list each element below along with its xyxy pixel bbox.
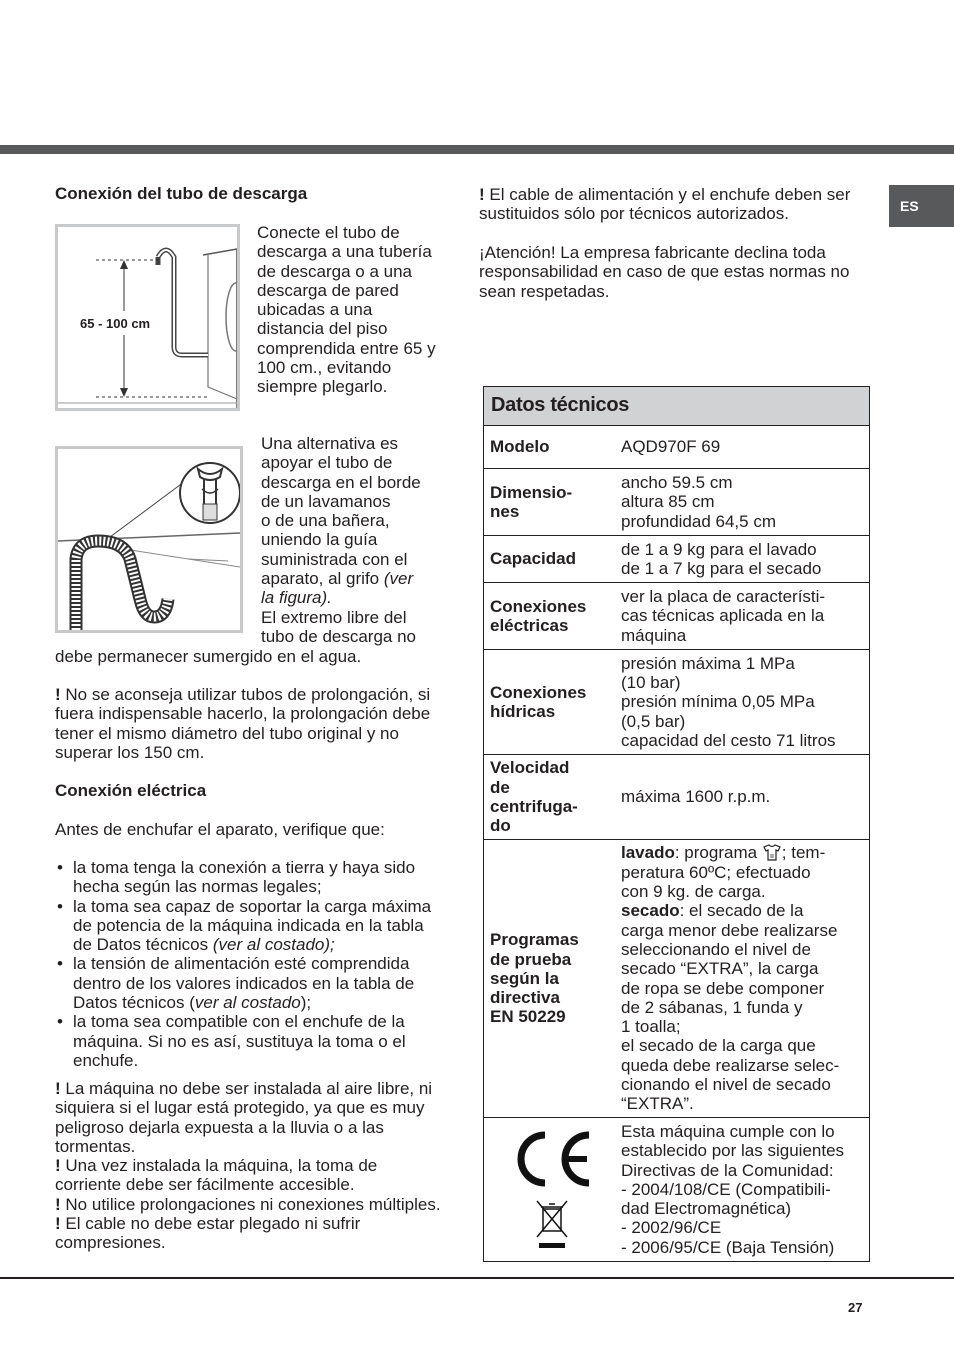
value-line: ancho 59.5 cm: [621, 473, 733, 493]
value-line: cas técnicas aplicada en la: [621, 606, 825, 626]
value-line: “EXTRA”.: [621, 1094, 694, 1114]
value-line: de ropa se debe componer: [621, 978, 825, 998]
value-line: seleccionando el nivel de: [621, 939, 811, 959]
list-item: • la toma sea compatible con el enchufe de la máquina. Si no es así, sustituya la toma o el enchufe.: [55, 1012, 447, 1070]
value-line: el secado de la carga que: [621, 1036, 816, 1056]
text-line: El extremo libre del: [261, 607, 407, 627]
value-line: Directivas de la Comunidad:: [621, 1160, 834, 1180]
table-row: [484, 755, 870, 840]
drain-paragraph-2: [261, 434, 461, 646]
footer-rule: [0, 1277, 954, 1279]
drain-paragraph-3: debe permanecer sumergido en el agua.: [55, 647, 362, 666]
label-line: eléctricas: [490, 616, 569, 635]
label-line: directiva: [490, 988, 560, 1008]
value-line: [621, 843, 863, 862]
technical-data-table: [483, 386, 870, 1262]
row-value: [617, 469, 870, 536]
row-value: [617, 1118, 870, 1262]
warning-mark: !: [55, 1214, 61, 1234]
value-line: de 1 a 7 kg para el secado: [621, 559, 822, 578]
value-line: de 2 sábanas, 1 funda y: [621, 997, 803, 1017]
row-label: [484, 469, 618, 536]
label-line: centrifuga-: [490, 797, 578, 816]
table-row: [484, 1118, 870, 1262]
text-line: Una alternativa es: [261, 434, 399, 453]
table-row: [484, 840, 870, 1118]
row-label: [484, 840, 618, 1118]
label-line: Conexiones: [490, 682, 587, 702]
drain-paragraph-1: Conecte el tubo de descarga a una tubería de descarga o a una descarga de pared ubicadas a una distancia del piso comprendida entre 65 y 100 cm., evitando siempre plegarlo.: [257, 223, 436, 397]
weee-bin-icon: [537, 1201, 567, 1248]
table-row: [484, 536, 870, 583]
row-label: [484, 755, 618, 840]
table-row: [484, 426, 870, 469]
basin-hose-illustration: [58, 449, 240, 630]
value-line: - 2004/108/CE (Compatibili-: [621, 1179, 831, 1199]
text-line: de un lavamanos: [261, 491, 391, 511]
label-line: de: [490, 777, 510, 797]
row-label: [484, 650, 618, 755]
italic-span: (ver al costado);: [212, 935, 335, 955]
warning-text: No se aconseja utilizar tubos de prolongación, si fuera indispensable hacerlo, la prolongación debe tener el mismo diámetro del tubo original y no superar los 150 cm.: [55, 685, 431, 762]
text-span: : el secado de la: [679, 901, 804, 921]
row-value: [617, 583, 870, 650]
figure-drain-basin: [55, 446, 243, 633]
warning-mark: !: [479, 185, 485, 204]
warning-mark: !: [55, 1194, 61, 1214]
row-label: Capacidad: [484, 536, 618, 583]
value-line: dad Electromagnética): [621, 1199, 792, 1219]
row-label: Modelo: [484, 426, 618, 469]
value-line: queda debe realizarse selec-: [621, 1055, 840, 1075]
warning-1: [55, 1079, 447, 1156]
drain-heading: Conexión del tubo de descarga: [55, 184, 308, 203]
bold-span: lavado: [621, 843, 675, 863]
warning-text: El cable de alimentación y el enchufe deben ser sustituidos sólo por técnicos autorizados.: [479, 185, 851, 224]
value-line: profundidad 64,5 cm: [621, 511, 776, 531]
ce-mark-cell: [484, 1118, 618, 1262]
label-line: de prueba: [490, 949, 572, 969]
value-line: capacidad del cesto 71 litros: [621, 730, 836, 750]
row-value: máxima 1600 r.p.m.: [617, 755, 870, 840]
height-label: 65 - 100 cm: [80, 316, 151, 331]
italic-span: ver al costado: [194, 993, 301, 1013]
text-span: la toma sea capaz de soportar la carga máxima de potencia de la máquina indicada en la tabla de Datos técnicos: [73, 896, 432, 955]
value-line: ver la placa de característi-: [621, 587, 826, 607]
table-title: Datos técnicos: [484, 387, 870, 426]
label-line: hídricas: [490, 702, 556, 721]
value-line: máquina: [621, 625, 687, 645]
warning-text: El cable no debe estar plegado ni sufrir compresiones.: [55, 1214, 361, 1253]
text-line: tubo de descarga no: [261, 626, 417, 646]
value-line: 1 toalla;: [621, 1017, 681, 1037]
text-line: suministrada con el: [261, 549, 408, 569]
label-line: Dimensio-: [490, 482, 573, 502]
text-span: la tensión de alimentación esté comprendida dentro de los valores indicados en la tabla de Datos técnicos (: [73, 954, 415, 1013]
cable-warning: [479, 185, 869, 224]
text-line: o de una bañera,: [261, 511, 390, 531]
attention-note: ¡Atención! La empresa fabricante declina toda responsabilidad en caso de que estas normas no sean respetadas.: [479, 243, 850, 301]
text-line: [261, 588, 461, 607]
language-tab: ES: [889, 185, 954, 227]
value-line: presión máxima 1 MPa: [621, 653, 795, 673]
label-line: Programas: [490, 930, 579, 950]
italic-span: la figura).: [261, 588, 332, 608]
warning-text: La máquina no debe ser instalada al aire libre, ni siquiera si el lugar está protegido, ya que es muy peligroso dejarla expuesta a la lluvia o a las tormentas.: [55, 1079, 433, 1156]
value-line: de 1 a 9 kg para el lavado: [621, 539, 817, 559]
header-bar: [0, 145, 954, 154]
text-span: : programa: [674, 843, 762, 863]
list-item: • la toma tenga la conexión a tierra y haya sido hecha según las normas legales;: [55, 858, 447, 897]
value-line: peratura 60ºC; efectuado: [621, 862, 811, 882]
cotton-60-icon: [762, 844, 782, 861]
row-value: [617, 536, 870, 583]
warning-2: [55, 1156, 447, 1195]
value-line: establecido por las siguientes: [621, 1141, 845, 1161]
value-line: con 9 kg. de carga.: [621, 882, 766, 902]
list-item: [55, 897, 447, 955]
electrical-checklist: [55, 858, 447, 1070]
value-line: presión mínima 0,05 MPa: [621, 692, 815, 712]
warning-text: Una vez instalada la máquina, la toma de corriente debe ser fácilmente accesible.: [55, 1156, 378, 1195]
label-line: Conexiones: [490, 596, 587, 616]
ce-mark-icon: [501, 1123, 601, 1251]
warning-3: [55, 1195, 447, 1214]
page-number: 27: [848, 1300, 863, 1315]
label-line: EN 50229: [490, 1007, 566, 1027]
value-line: Esta máquina cumple con lo: [621, 1121, 835, 1141]
value-line: cionando el nivel de secado: [621, 1074, 831, 1094]
figure-drain-height: [55, 224, 240, 411]
row-label: [484, 583, 618, 650]
row-value: [617, 650, 870, 755]
value-line: [621, 901, 863, 920]
text-span: );: [300, 993, 312, 1013]
row-value: [617, 840, 870, 1118]
italic-span: (ver: [383, 569, 414, 589]
label-line: do: [490, 816, 511, 836]
electrical-intro: Antes de enchufar el aparato, verifique que:: [55, 820, 385, 839]
value-line: - 2002/96/CE: [621, 1218, 722, 1238]
text-line: descarga en el borde: [261, 472, 421, 492]
value-line: secado “EXTRA”, la carga: [621, 959, 819, 979]
drain-warning: [55, 685, 447, 762]
text-span: ; tem-: [781, 843, 826, 863]
text-line: uniendo la guía: [261, 530, 378, 550]
table-row: [484, 650, 870, 755]
warning-mark: !: [55, 1079, 61, 1098]
warning-text: No utilice prolongaciones ni conexiones múltiples.: [65, 1194, 441, 1214]
label-line: según la: [490, 968, 559, 988]
text-line: apoyar el tubo de: [261, 453, 393, 473]
warning-mark: !: [55, 685, 61, 704]
table-row: [484, 583, 870, 650]
warning-4: [55, 1214, 447, 1253]
warning-mark: !: [55, 1156, 61, 1176]
text-span: aparato, al grifo: [261, 569, 384, 589]
value-line: altura 85 cm: [621, 492, 715, 512]
value-line: (10 bar): [621, 673, 681, 693]
list-item: [55, 954, 447, 1012]
value-line: - 2006/95/CE (Baja Tensión): [621, 1237, 835, 1257]
electrical-heading: Conexión eléctrica: [55, 781, 207, 800]
electrical-warnings: [55, 1079, 447, 1253]
value-line: carga menor debe realizarse: [621, 920, 838, 940]
row-value: AQD970F 69: [617, 426, 870, 469]
label-line: nes: [490, 502, 520, 521]
value-line: (0,5 bar): [621, 711, 686, 731]
label-line: Velocidad: [490, 758, 570, 778]
text-line: [261, 569, 461, 588]
bold-span: secado: [621, 901, 680, 921]
table-row: [484, 469, 870, 536]
